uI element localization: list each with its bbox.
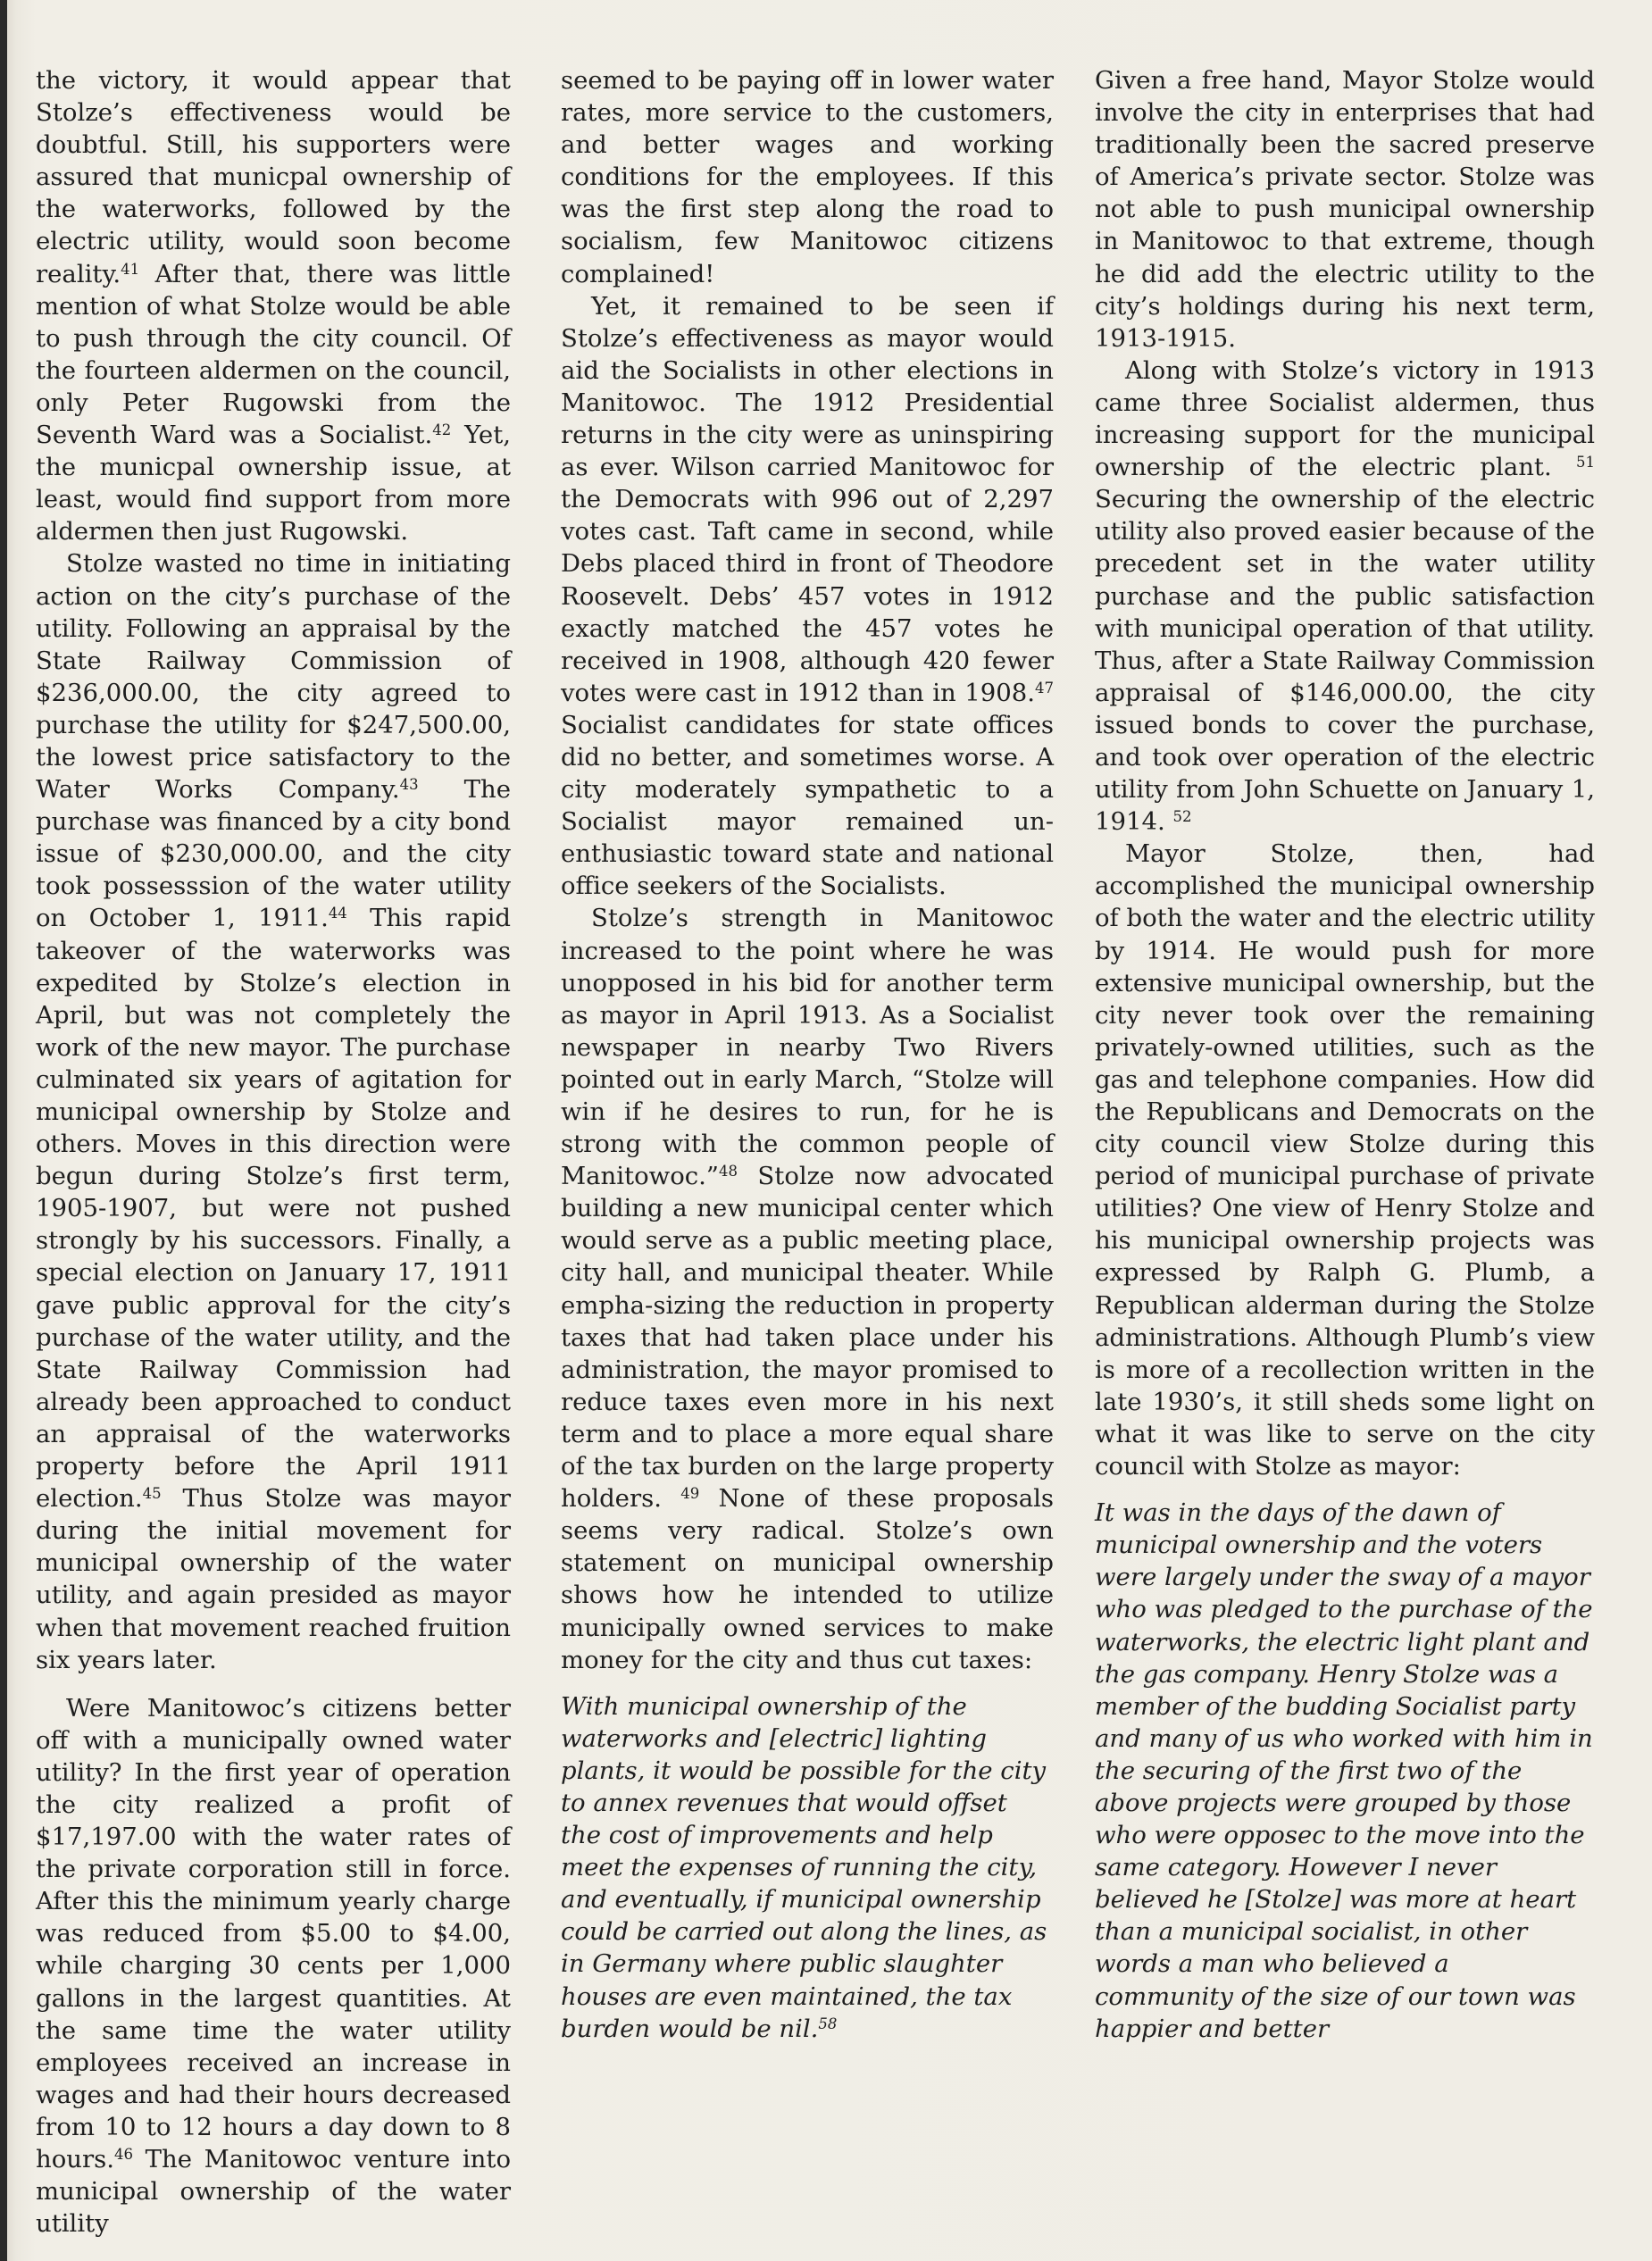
- paragraph: seemed to be paying off in lower water rates, more service to the customers, and better wages and working conditions for the employees. If this was the first step along the road to socialism, few Manitowoc citizens complained!: [561, 66, 1054, 288]
- paragraph: Given a free hand, Mayor Stolze would involve the city in enterprises that had traditionally been the sacred preserve of America’s private sector. Stolze was not able to push municipal ownership in Manitowoc to that extreme, though he did add the electric utility to the city’s holdings during his next term, 1913-1915.: [1095, 66, 1595, 353]
- paragraph: Stolze’s strength in Manitowoc increased to the point where he was unopposed in his bid for another term as mayor in April 1913. As a Socialist newspaper in nearby Two Rivers pointed out in early March, “Stolze will win if he desires to run, for he is strong with the common people of Manitowoc.”$^{48}$ Stolze now advocated building a new municipal center which would serve as a public meeting place, city hall, and municipal theater. While empha-sizing the reduction in property taxes that had taken place under his administration, the mayor promised to reduce taxes even more in his next term and to place a more equal share of the tax burden on the large property holders. $^{49}$ None of these proposals seems very radical. Stolze’s own statement on municipal ownership shows how he intended to utilize municipally owned services to make money for the city and thus cut taxes:: [561, 904, 1054, 1674]
- binding-edge: [0, 0, 7, 2261]
- footnote-ref: 44: [328, 905, 347, 922]
- text-column-1: [36, 64, 511, 2240]
- footnote-ref: 58: [818, 2015, 838, 2032]
- block-quote: With municipal ownership of the waterworks and [electric] lighting plants, it would be possible for the city to annex revenues that would offset the cost of improvements and help meet the expenses of running the city, and eventually, if municipal ownership could be carried out along the lines, as in Germany where public slaughter houses are even maintained, the tax burden would be nil.$^{58}$: [561, 1691, 1047, 2043]
- footnote-ref: 45: [142, 1485, 162, 1503]
- footnote-ref: 41: [121, 260, 140, 278]
- paragraph: the victory, it would appear that Stolze’s effectiveness would be doubtful. Still, his supporters were assured that municpal ownership of the waterworks, followed by the electric utility, would soon become reality.$^{41}$ After that, there was little mention of what Stolze would be able to push through the city council. Of the fourteen aldermen on the council, only Peter Rugowski from the Seventh Ward was a Socialist.$^{42}$ Yet, the municpal ownership issue, at least, would find support from more aldermen then just Rugowski.: [36, 66, 511, 546]
- block-quote: It was in the days of the dawn of municipal ownership and the voters were largely under the sway of a mayor who was pledged to the purchase of the waterworks, the electric light plant and the gas company. Henry Stolze was a member of the budding Socialist party and many of us who worked with him in the securing of the first two of the above projects were grouped by those who were opposec to the move into the same category. However I never believed he [Stolze] was more at heart than a municipal socialist, in other words a man who believed a community of the size of our town was happier and better: [1095, 1498, 1593, 2043]
- footnote-ref: 43: [399, 776, 419, 793]
- footnote-ref: 52: [1172, 808, 1192, 826]
- paragraph: Were Manitowoc’s citizens better off with a municipally owned water utility? In the first year of operation the city realized a profit of $17,197.00 with the water rates of the private corporation still in force. After this the minimum yearly charge was reduced from $5.00 to $4.00, while charging 30 cents per 1,000 gallons in the largest quantities. At the same time the water utility employees received an increase in wages and had their hours decreased from 10 to 12 hours a day down to 8 hours.$^{46}$ The Manitowoc venture into municipal ownership of the water utility: [36, 1693, 511, 2239]
- footnote-ref: 42: [432, 421, 452, 438]
- footnote-ref: 46: [113, 2145, 133, 2163]
- paragraph: Yet, it remained to be seen if Stolze’s effectiveness as mayor would aid the Socialists in other elections in Manitowoc. The 1912 Presidential returns in the city were as uninspiring as ever. Wilson carried Manitowoc for the Democrats with 996 out of 2,297 votes cast. Taft came in second, while Debs placed third in front of Theodore Roosevelt. Debs’ 457 votes in 1912 exactly matched the 457 votes he received in 1908, although 420 fewer votes were cast in 1912 than in 1908.47 Socialist candidates for state offices did no better, and sometimes worse. A city moderately sympathetic to a Socialist mayor remained un-enthusiastic toward state and national office seekers of the Socialists.: [561, 291, 1054, 901]
- paragraph: Along with Stolze’s victory in 1913 came three Socialist aldermen, thus increasing support for the municipal ownership of the electric plant. $^{51}$ Securing the ownership of the electric utility also proved easier because of the precedent set in the water utility purchase and the public satisfaction with municipal operation of that utility. Thus, after a State Railway Commission appraisal of $146,000.00, the city issued bonds to cover the purchase, and took over operation of the electric utility from John Schuette on January 1, 1914. $^{52}$: [1095, 355, 1595, 837]
- footnote-ref: 47: [1035, 679, 1054, 697]
- paragraph: Stolze wasted no time in initiating action on the city’s purchase of the utility. Following an appraisal by the State Railway Commission of $236,000.00, the city agreed to purchase the utility for $247,500.00, the lowest price satisfactory to the Water Works Company.$^{43}$ The purchase was financed by a city bond issue of $230,000.00, and the city took possesssion of the water utility on October 1, 1911.44 This rapid takeover of the waterworks was expedited by Stolze’s election in April, but was not completely the work of the new mayor. The purchase culminated six years of agitation for municipal ownership by Stolze and others. Moves in this direction were begun during Stolze’s first term, 1905-1907, but were not pushed strongly by his successors. Finally, a special election on January 17, 1911 gave public approval for the city’s purchase of the water utility, and the State Railway Commission had already been approached to conduct an appraisal of the waterworks property before the April 1911 election.$^{45}$ Thus Stolze was mayor during the initial movement for municipal ownership of the water utility, and again presided as mayor when that movement reached fruition six years later.: [36, 549, 511, 1674]
- footnote-ref: 48: [718, 1163, 738, 1181]
- footnote-ref: 49: [680, 1485, 700, 1503]
- text-column-3: [1095, 64, 1595, 2045]
- footnote-ref: 51: [1576, 454, 1595, 471]
- paragraph: Mayor Stolze, then, had accomplished the municipal ownership of both the water and the electric utility by 1914. He would push for more extensive municipal ownership, but the city never took over the remaining privately-owned utilities, such as the gas and telephone companies. How did the Republicans and Democrats on the city council view Stolze during this period of municipal purchase of private utilities? One view of Henry Stolze and his municipal ownership projects was expressed by Ralph G. Plumb, a Republican alderman during the Stolze administrations. Although Plumb’s view is more of a recollection written in the late 1930’s, it still sheds some light on what it was like to serve on the city council with Stolze as mayor:: [1095, 839, 1595, 1481]
- text-column-2: [561, 64, 1054, 2045]
